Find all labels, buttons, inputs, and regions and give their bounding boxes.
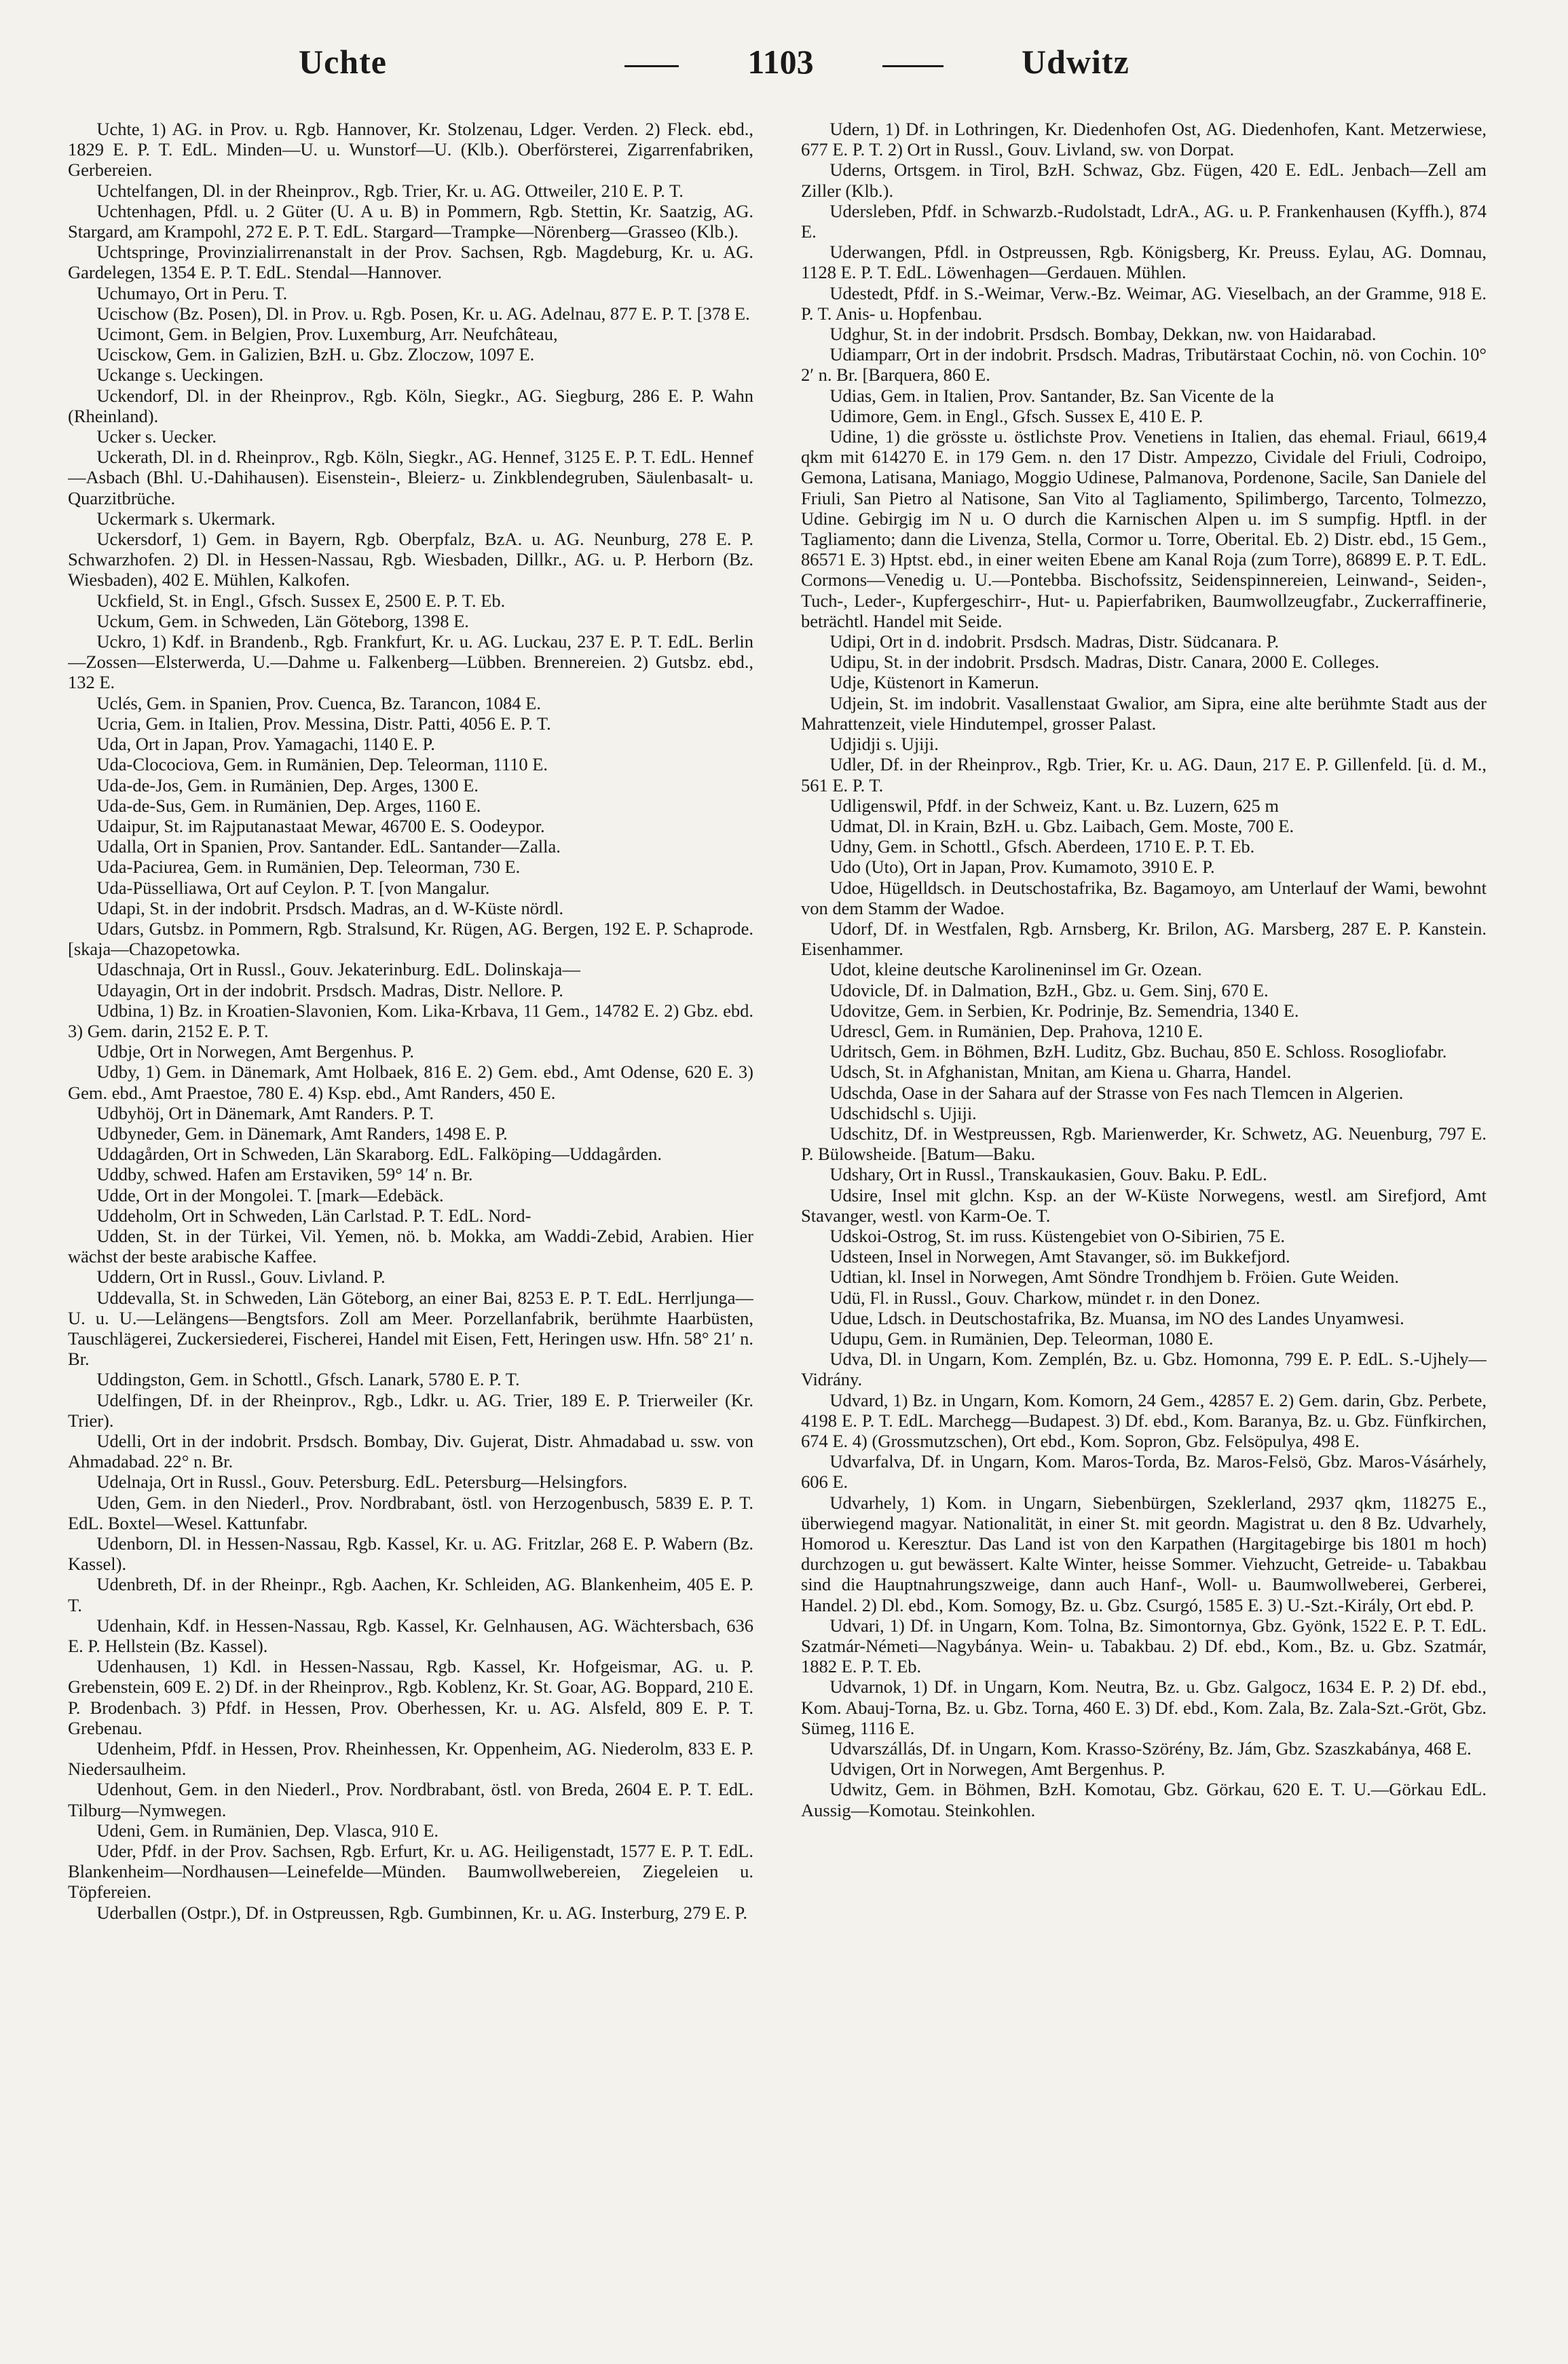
- dictionary-entry: Udue, Ldsch. in Deutschostafrika, Bz. Muansa, im NO des Landes Unyamwesi.: [829, 1307, 1404, 1328]
- dictionary-entry: Udbyneder, Gem. in Dänemark, Amt Randers, 1498 E. P.: [96, 1123, 508, 1144]
- header-rule-left: [624, 65, 679, 67]
- dictionary-entry: Ucimont, Gem. in Belgien, Prov. Luxemburg, Arr. Neufchâteau,: [96, 324, 558, 345]
- dictionary-entry: Uda-Püsselliawa, Ort auf Ceylon. P. T. [von Mangalur.: [96, 877, 490, 898]
- dictionary-entry: Ucker s. Uecker.: [96, 426, 217, 447]
- dictionary-entry: Udenhain, Kdf. in Hessen-Nassau, Rgb. Kassel, Kr. Gelnhausen, AG. Wächtersbach, 636 E. P. Hellstein (Bz. Kassel).: [68, 1615, 753, 1657]
- dictionary-entry: Udritsch, Gem. in Böhmen, BzH. Luditz, Gbz. Buchau, 850 E. Schloss. Rosogliofabr.: [829, 1041, 1447, 1062]
- dictionary-entry: Udler, Df. in der Rheinprov., Rgb. Trier, Kr. u. AG. Daun, 217 E. P. Gillenfeld. [ü. d. M., 561 E. P. T.: [801, 754, 1487, 795]
- dictionary-entry: Uda-de-Jos, Gem. in Rumänien, Dep. Arges, 1300 E.: [96, 774, 479, 795]
- dictionary-entry: Uddeholm, Ort in Schweden, Län Carlstad. P. T. EdL. Nord-: [96, 1205, 531, 1226]
- dictionary-entry: Udsch, St. in Afghanistan, Mnitan, am Kiena u. Gharra, Handel.: [829, 1062, 1292, 1083]
- dictionary-entry: Uckum, Gem. in Schweden, Län Göteborg, 1398 E.: [96, 610, 469, 631]
- dictionary-entry: Udovicle, Df. in Dalmation, BzH., Gbz. u. Gem. Sinj, 670 E.: [829, 979, 1269, 1000]
- dictionary-entry: Uden, Gem. in den Niederl., Prov. Nordbrabant, östl. von Herzogenbusch, 5839 E. P. T. EdL. Boxtel—Wesel. Kattunfabr.: [68, 1492, 753, 1533]
- dictionary-entry: Udimore, Gem. in Engl., Gfsch. Sussex E, 410 E. P.: [829, 405, 1203, 426]
- dictionary-entry: Uderballen (Ostpr.), Df. in Ostpreussen, Rgb. Gumbinnen, Kr. u. AG. Insterburg, 279 E. P.: [96, 1902, 747, 1923]
- dictionary-entry: Udovitze, Gem. in Serbien, Kr. Podrinje, Bz. Semendria, 1340 E.: [829, 1000, 1299, 1021]
- dictionary-entry: Udersleben, Pfdf. in Schwarzb.-Rudolstadt, LdrA., AG. u. P. Frankenhausen (Kyffh.), 874 E.: [801, 200, 1487, 242]
- dictionary-entry: Udvigen, Ort in Norwegen, Amt Bergenhus. P.: [829, 1759, 1165, 1780]
- dictionary-entry: Uckermark s. Ukermark.: [96, 508, 276, 529]
- dictionary-entry: Udden, St. in der Türkei, Vil. Yemen, nö. b. Mokka, am Waddi-Zebid, Arabien. Hier wächst der beste arabische Kaffee.: [68, 1225, 753, 1267]
- dictionary-entry: Udschitz, Df. in Westpreussen, Rgb. Marienwerder, Kr. Schwetz, AG. Neuenburg, 797 E. P. Bülowsheide. [Batum—Baku.: [801, 1123, 1487, 1165]
- dictionary-entry: Uckfield, St. in Engl., Gfsch. Sussex E, 2500 E. P. T. Eb.: [96, 590, 506, 611]
- dictionary-entry: Udtian, kl. Insel in Norwegen, Amt Söndre Trondhjem b. Fröien. Gute Weiden.: [829, 1267, 1400, 1288]
- right-column: [801, 119, 1487, 2338]
- dictionary-entry: Udoe, Hügelldsch. in Deutschostafrika, Bz. Bagamoyo, am Unterlauf der Wami, bewohnt von dem Stamm der Wadoe.: [801, 877, 1487, 918]
- dictionary-entry: Uckro, 1) Kdf. in Brandenb., Rgb. Frankfurt, Kr. u. AG. Luckau, 237 E. P. T. EdL. Berlin—Zossen—Elsterwerda, U.—Dahme u. Falkenberg—Lübben. Brennereien. 2) Gutsbz. ebd., 132 E.: [68, 631, 753, 693]
- dictionary-entry: Udskoi-Ostrog, St. im russ. Küstengebiet von O-Sibirien, 75 E.: [829, 1225, 1285, 1246]
- dictionary-entry: Uddby, schwed. Hafen am Erstaviken, 59° 14′ n. Br.: [96, 1164, 473, 1185]
- dictionary-entry: Udiamparr, Ort in der indobrit. Prsdsch. Madras, Tributärstaat Cochin, nö. von Cochin. 10° 2′ n. Br. [Barquera, 860 E.: [801, 344, 1487, 386]
- dictionary-entry: Uchtelfangen, Dl. in der Rheinprov., Rgb. Trier, Kr. u. AG. Ottweiler, 210 E. P. T.: [96, 180, 684, 201]
- dictionary-entry: Ucischow (Bz. Posen), Dl. in Prov. u. Rgb. Posen, Kr. u. AG. Adelnau, 877 E. P. T. [378 E.: [96, 303, 750, 324]
- dictionary-entry: Udorf, Df. in Westfalen, Rgb. Arnsberg, Kr. Brilon, AG. Marsberg, 287 E. P. Kanstein. Eisenhammer.: [801, 918, 1487, 960]
- dictionary-entry: Udot, kleine deutsche Karolineninsel im Gr. Ozean.: [829, 959, 1202, 980]
- dictionary-entry: Udby, 1) Gem. in Dänemark, Amt Holbaek, 816 E. 2) Gem. ebd., Amt Odense, 620 E. 3) Gem. ebd., Amt Praestoe, 780 E. 4) Ksp. ebd., Amt Randers, 450 E.: [68, 1062, 753, 1103]
- dictionary-entry: Udern, 1) Df. in Lothringen, Kr. Diedenhofen Ost, AG. Diedenhofen, Kant. Metzerwiese, 677 E. P. T. 2) Ort in Russl., Gouv. Livland, sw. von Dorpat.: [801, 119, 1487, 160]
- dictionary-entry: Ucria, Gem. in Italien, Prov. Messina, Distr. Patti, 4056 E. P. T.: [96, 713, 551, 734]
- dictionary-entry: Udaipur, St. im Rajputanastaat Mewar, 46700 E. S. Oodeypor.: [96, 815, 545, 836]
- dictionary-entry: Udias, Gem. in Italien, Prov. Santander, Bz. San Vicente de la: [829, 385, 1274, 406]
- dictionary-entry: Udmat, Dl. in Krain, BzH. u. Gbz. Laibach, Gem. Moste, 700 E.: [829, 815, 1294, 836]
- dictionary-entry: Uda-Paciurea, Gem. in Rumänien, Dep. Teleorman, 730 E.: [96, 857, 521, 878]
- dictionary-entry: Udvarszállás, Df. in Ungarn, Kom. Krasso-Szörény, Bz. Jám, Gbz. Szaszkabánya, 468 E.: [829, 1738, 1472, 1759]
- dictionary-entry: Udupu, Gem. in Rumänien, Dep. Teleorman, 1080 E.: [829, 1328, 1214, 1349]
- dictionary-entry: Udelli, Ort in der indobrit. Prsdsch. Bombay, Div. Gujerat, Distr. Ahmadabad u. ssw. von Ahmadabad. 22° n. Br.: [68, 1431, 753, 1472]
- dictionary-entry: Udbje, Ort in Norwegen, Amt Bergenhus. P.: [96, 1041, 415, 1062]
- dictionary-entry: Udalla, Ort in Spanien, Prov. Santander. EdL. Santander—Zalla.: [96, 836, 561, 857]
- dictionary-entry: Udayagin, Ort in der indobrit. Prsdsch. Madras, Distr. Nellore. P.: [96, 979, 563, 1000]
- dictionary-entry: Udny, Gem. in Schottl., Gfsch. Aberdeen, 1710 E. P. T. Eb.: [829, 836, 1255, 857]
- dictionary-entry: Udschidschl s. Ujiji.: [829, 1102, 977, 1123]
- dictionary-entry: Udjidji s. Ujiji.: [829, 734, 939, 755]
- dictionary-entry: Udwitz, Gem. in Böhmen, BzH. Komotau, Gbz. Görkau, 620 E. T. U.—Görkau EdL. Aussig—Komotau. Steinkohlen.: [801, 1779, 1487, 1820]
- dictionary-entry: Udligenswil, Pfdf. in der Schweiz, Kant. u. Bz. Luzern, 625 m: [829, 795, 1280, 816]
- dictionary-entry: Udenbreth, Df. in der Rheinpr., Rgb. Aachen, Kr. Schleiden, AG. Blankenheim, 405 E. P. T.: [68, 1574, 753, 1615]
- dictionary-entry: Udrescl, Gem. in Rumänien, Dep. Prahova, 1210 E.: [829, 1020, 1203, 1041]
- dictionary-entry: Udbina, 1) Bz. in Kroatien-Slavonien, Kom. Lika-Krbava, 11 Gem., 14782 E. 2) Gbz. ebd. 3) Gem. darin, 2152 E. P. T.: [68, 1000, 753, 1041]
- dictionary-entry: Udapi, St. in der indobrit. Prsdsch. Madras, an d. W-Küste nördl.: [96, 897, 564, 918]
- dictionary-entry: Uddevalla, St. in Schweden, Län Göteborg, an einer Bai, 8253 E. P. T. EdL. Herrljunga—U. u. U.—Lelängens—Bengtsfors. Zoll am Meer. Porzellanfabrik, berühmte Haarbüsten, Tauschlägerei, Zuckersiederei, Fischerei, Handel mit Eisen, Fett, Heringen usw. Hfn. 58° 21′ n. Br.: [68, 1287, 753, 1370]
- dictionary-entry: Udsteen, Insel in Norwegen, Amt Stavanger, sö. im Bukkefjord.: [829, 1246, 1290, 1267]
- dictionary-entry: Ucisckow, Gem. in Galizien, BzH. u. Gbz. Zloczow, 1097 E.: [96, 344, 535, 365]
- dictionary-entry: Uder, Pfdf. in der Prov. Sachsen, Rgb. Erfurt, Kr. u. AG. Heiligenstadt, 1577 E. P. T. EdL. Blankenheim—Nordhausen—Leinefelde—Münden. Baumwollwebereien, Ziegeleien u. Töpfereien.: [68, 1841, 753, 1902]
- dictionary-entry: Uda-Clocociova, Gem. in Rumänien, Dep. Teleorman, 1110 E.: [96, 754, 548, 775]
- dictionary-entry: Udvard, 1) Bz. in Ungarn, Kom. Komorn, 24 Gem., 42857 E. 2) Gem. darin, Gbz. Perbete, 4198 E. P. T. EdL. Marchegg—Budapest. 3) Df. ebd., Kom. Baranya, Bz. u. Gbz. Fünfkirchen, 674 E. 4) (Grossmutzschen), Ort ebd., Kom. Sopron, Gbz. Felsöpulya, 498 E.: [801, 1389, 1487, 1451]
- dictionary-entry: Udipu, St. in der indobrit. Prsdsch. Madras, Distr. Canara, 2000 E. Colleges.: [829, 652, 1380, 673]
- left-column: [68, 119, 753, 2338]
- dictionary-entry: Uderwangen, Pfdl. in Ostpreussen, Rgb. Königsberg, Kr. Preuss. Eylau, AG. Domnau, 1128 E. P. T. EdL. Löwenhagen—Gerdauen. Mühlen.: [801, 242, 1487, 283]
- dictionary-entry: Udje, Küstenort in Kamerun.: [829, 672, 1039, 693]
- dictionary-entry: Udschda, Oase in der Sahara auf der Strasse von Fes nach Tlemcen in Algerien.: [829, 1082, 1404, 1103]
- dictionary-entry: Uchtenhagen, Pfdl. u. 2 Güter (U. A u. B) in Pommern, Rgb. Stettin, Kr. Saatzig, AG. Stargard, am Krampohl, 272 E. P. T. EdL. Stargard—Trampke—Nörenberg—Grasseo (Klb.).: [68, 200, 753, 242]
- dictionary-entry: Udelfingen, Df. in der Rheinprov., Rgb., Ldkr. u. AG. Trier, 189 E. P. Trierweiler (Kr. Trier).: [68, 1389, 753, 1431]
- header-rule-right: [882, 65, 944, 67]
- dictionary-entry: Uckendorf, Dl. in der Rheinprov., Rgb. Köln, Siegkr., AG. Siegburg, 286 E. P. Wahn (Rheinland).: [68, 385, 753, 426]
- dictionary-entry: Udshary, Ort in Russl., Transkaukasien, Gouv. Baku. P. EdL.: [829, 1164, 1267, 1185]
- dictionary-entry: Uchtspringe, Provinzialirrenanstalt in der Prov. Sachsen, Rgb. Magdeburg, Kr. u. AG. Gardelegen, 1354 E. P. T. EdL. Stendal—Hannover.: [68, 242, 753, 283]
- dictionary-entry: Udghur, St. in der indobrit. Prsdsch. Bombay, Dekkan, nw. von Haidarabad.: [829, 324, 1377, 345]
- dictionary-entry: Uderns, Ortsgem. in Tirol, BzH. Schwaz, Gbz. Fügen, 420 E. EdL. Jenbach—Zell am Ziller (Klb.).: [801, 160, 1487, 201]
- dictionary-entry: Udeni, Gem. in Rumänien, Dep. Vlasca, 910 E.: [96, 1820, 439, 1841]
- dictionary-entry: Udde, Ort in der Mongolei. T. [mark—Edebäck.: [96, 1184, 444, 1205]
- dictionary-entry: Udü, Fl. in Russl., Gouv. Charkow, mündet r. in den Donez.: [829, 1287, 1261, 1308]
- dictionary-entry: Uckerath, Dl. in d. Rheinprov., Rgb. Köln, Siegkr., AG. Hennef, 3125 E. P. T. EdL. Hennef—Asbach (Bhl. U.-Dahihausen). Eisenstein-, Bleierz- u. Zinkblendegruben, Säulenbasalt- u. Quarzitbrüche.: [68, 447, 753, 508]
- dictionary-entry: Udaschnaja, Ort in Russl., Gouv. Jekaterinburg. EdL. Dolinskaja—: [96, 959, 580, 980]
- dictionary-entry: Udvarnok, 1) Df. in Ungarn, Kom. Neutra, Bz. u. Gbz. Galgocz, 1634 E. P. 2) Df. ebd., Kom. Abauj-Torna, Bz. u. Gbz. Torna, 460 E. 3) Df. ebd., Kom. Zala, Bz. Zala-Szt.-Gröt, Gbz. Sümeg, 1116 E.: [801, 1676, 1487, 1738]
- dictionary-entry: Udva, Dl. in Ungarn, Kom. Zemplén, Bz. u. Gbz. Homonna, 799 E. P. EdL. S.-Ujhely—Vidrány.: [801, 1349, 1487, 1390]
- dictionary-entry: Udine, 1) die grösste u. östlichste Prov. Venetiens in Italien, das ehemal. Friaul, 6619,4 qkm mit 614270 E. in 179 Gem. n. den 17 Distr. Ampezzo, Cividale del Friuli, Codroipo, Gemona, Latisana, Maniago, Moggio Udinese, Palmanova, Pordenone, Sacile, San Daniele del Friuli, San Pietro al Natisone, San Vito al Tagliamento, Spilimbergo, Tarcento, Tolmezzo, Udine. Gebirgig im N u. O durch die Karnischen Alpen u. im S sumpfig. Hptfl. in der Tagliamento; dann die Livenza, Stella, Cormor u. Torre, Oberital. Eb. 2) Distr. ebd., 15 Gem., 86571 E. 3) Hptst. ebd., in einer weiten Ebene am Kanal Roja (zum Torre), 86899 E. P. T. EdL. Cormons—Venedig u. U.—Pontebba. Bischofssitz, Seidenspinnereien, Leinwand-, Seiden-, Tuch-, Leder-, Kupfergeschirr-, Hut- u. Papierfabriken, Baumwollzeugfabr., Zuckerraffinerie, beträchtl. Handel mit Seide.: [801, 426, 1487, 631]
- dictionary-entry: Uckersdorf, 1) Gem. in Bayern, Rgb. Oberpfalz, BzA. u. AG. Neunburg, 278 E. P. Schwarzhofen. 2) Dl. in Hessen-Nassau, Rgb. Wiesbaden, Dillkr., AG. u. P. Herborn (Bz. Wiesbaden), 402 E. Mühlen, Kalkofen.: [68, 529, 753, 590]
- dictionary-entry: Uchumayo, Ort in Peru. T.: [96, 282, 288, 303]
- dictionary-entry: Uckange s. Ueckingen.: [96, 364, 264, 386]
- dictionary-entry: Uddingston, Gem. in Schottl., Gfsch. Lanark, 5780 E. P. T.: [96, 1369, 520, 1390]
- dictionary-entry: Udenhausen, 1) Kdl. in Hessen-Nassau, Rgb. Kassel, Kr. Hofgeismar, AG. u. P. Grebenstein, 609 E. 2) Df. in der Rheinprov., Rgb. Koblenz, Kr. St. Goar, AG. Boppard, 210 E. P. Brodenbach. 3) Pfdf. in Hessen, Prov. Oberhessen, Kr. u. AG. Alsfeld, 809 E. P. T. Grebenau.: [68, 1656, 753, 1738]
- dictionary-entry: Udelnaja, Ort in Russl., Gouv. Petersburg. EdL. Petersburg—Helsingfors.: [96, 1471, 628, 1493]
- dictionary-entry: Uclés, Gem. in Spanien, Prov. Cuenca, Bz. Tarancon, 1084 E.: [96, 692, 541, 713]
- page-header: [0, 42, 1568, 96]
- dictionary-entry: Udestedt, Pfdf. in S.-Weimar, Verw.-Bz. Weimar, AG. Vieselbach, an der Gramme, 918 E. P. T. Anis- u. Hopfenbau.: [801, 282, 1487, 324]
- dictionary-entry: Udenhout, Gem. in den Niederl., Prov. Nordbrabant, östl. von Breda, 2604 E. P. T. EdL. Tilburg—Nymwegen.: [68, 1779, 753, 1820]
- dictionary-entry: Udvarfalva, Df. in Ungarn, Kom. Maros-Torda, Bz. Maros-Felsö, Gbz. Maros-Vásárhely, 606 E.: [801, 1451, 1487, 1493]
- dictionary-entry: Udo (Uto), Ort in Japan, Prov. Kumamoto, 3910 E. P.: [829, 857, 1215, 878]
- dictionary-entry: Udenborn, Dl. in Hessen-Nassau, Rgb. Kassel, Kr. u. AG. Fritzlar, 268 E. P. Wabern (Bz. Kassel).: [68, 1533, 753, 1575]
- dictionary-entry: Udipi, Ort in d. indobrit. Prsdsch. Madras, Distr. Südcanara. P.: [829, 631, 1280, 652]
- dictionary-entry: Uddagården, Ort in Schweden, Län Skaraborg. EdL. Falköping—Uddagården.: [96, 1144, 662, 1165]
- dictionary-entry: Uddern, Ort in Russl., Gouv. Livland. P.: [96, 1267, 386, 1288]
- dictionary-entry: Udsire, Insel mit glchn. Ksp. an der W-Küste Norwegens, westl. am Sirefjord, Amt Stavanger, westl. von Karm-Oe. T.: [801, 1184, 1487, 1226]
- dictionary-entry: Uda-de-Sus, Gem. in Rumänien, Dep. Arges, 1160 E.: [96, 795, 481, 816]
- dictionary-entry: Udenheim, Pfdf. in Hessen, Prov. Rheinhessen, Kr. Oppenheim, AG. Niederolm, 833 E. P. Niedersaulheim.: [68, 1738, 753, 1780]
- dictionary-entry: Uda, Ort in Japan, Prov. Yamagachi, 1140 E. P.: [96, 734, 435, 755]
- running-head-right: Udwitz: [1022, 43, 1130, 81]
- dictionary-entry: Udvari, 1) Df. in Ungarn, Kom. Tolna, Bz. Simontornya, Gbz. Gyönk, 1522 E. P. T. EdL. Szatmár-Németi—Nagybánya. Wein- u. Tabakbau. 2) Df. ebd., Kom., Bz. u. Gbz. Szatmár, 1882 E. P. T. Eb.: [801, 1615, 1487, 1677]
- running-head-left: Uchte: [299, 43, 387, 81]
- dictionary-entry: Udjein, St. im indobrit. Vasallenstaat Gwalior, am Sipra, eine alte berühmte Stadt aus der Mahrattenzeit, viele Hindutempel, grosser Palast.: [801, 692, 1487, 734]
- dictionary-entry: Udbyhöj, Ort in Dänemark, Amt Randers. P. T.: [96, 1102, 434, 1123]
- dictionary-entry: Udvarhely, 1) Kom. in Ungarn, Siebenbürgen, Szeklerland, 2937 qkm, 118275 E., überwiegend magyar. Nationalität, in einer St. mit geordn. Magistrat u. den 8 Bz. Udvarhely, Homorod u. Keresztur. Das Land ist von den Karpathen (Hargitagebirge bis 1801 m hoch) durchzogen u. gut bewässert. Kalte Winter, heisse Sommer. Viehzucht, Getreide- u. Tabakbau sind die Hauptnahrungszweige, dann auch Hanf-, Woll- u. Baumwollweberei, Gerberei, Handel. 2) Dl. ebd., Kom. Somogy, Bz. u. Gbz. Csurgó, 1585 E. 3) U.-Szt.-Király, Ort ebd. P.: [801, 1492, 1487, 1615]
- page-number: 1103: [747, 43, 814, 81]
- dictionary-entry: Uchte, 1) AG. in Prov. u. Rgb. Hannover, Kr. Stolzenau, Ldger. Verden. 2) Fleck. ebd., 1829 E. P. T. EdL. Minden—U. u. Wunstorf—U. (Klb.). Oberförsterei, Zigarrenfabriken, Gerbereien.: [68, 119, 753, 181]
- dictionary-entry: Udars, Gutsbz. in Pommern, Rgb. Stralsund, Kr. Rügen, AG. Bergen, 192 E. P. Schaprode. [skaja—Chazopetowka.: [68, 918, 753, 960]
